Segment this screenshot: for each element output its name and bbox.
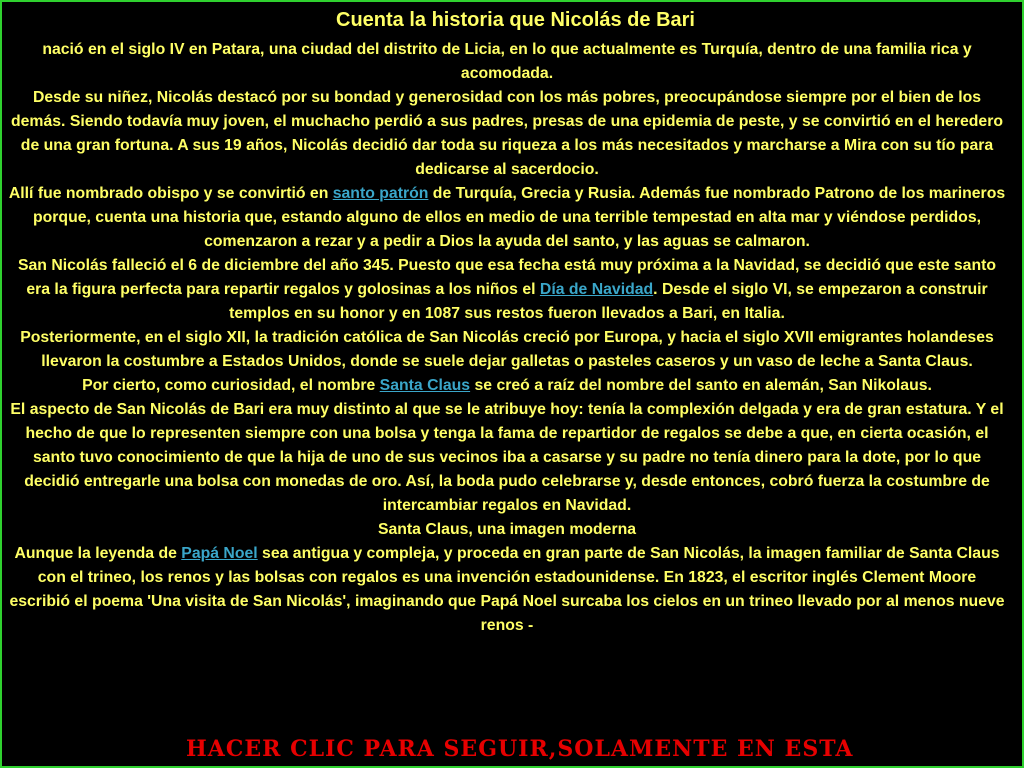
paragraph-appearance: El aspecto de San Nicolás de Bari era muy distinto al que se le atribuye hoy: tenía la complexión delgada y era de gran estatura. Y el hecho de que lo representen siempre con una bolsa y tenga la fama de repartidor de regalos se debe a que, en cierta ocasión, el santo tuvo conocimiento de que la hija de uno de sus vecinos iba a casarse y su padre no tenía dinero para la dote, por lo que decidió entregarle una bolsa con monedas de oro. Así, la boda pudo celebrarse y, desde entonces, cobró fuerza la costumbre de intercambiar regalos en Navidad. bbox=[10, 401, 1004, 514]
page-title: Cuenta la historia que Nicolás de Bari bbox=[336, 9, 695, 31]
link-santa-claus[interactable]: Santa Claus bbox=[379, 377, 471, 394]
link-santo-patron[interactable]: santo patrón bbox=[332, 185, 429, 202]
link-papa-noel[interactable]: Papá Noel bbox=[181, 545, 258, 562]
link-dia-de-navidad[interactable]: Día de Navidad bbox=[539, 281, 654, 298]
paragraph-birth: nació en el siglo IV en Patara, una ciudad del distrito de Licia, en lo que actualmente es Turquía, dentro de una familia rica y acomodada. bbox=[42, 41, 972, 82]
subheading: Santa Claus, una imagen moderna bbox=[377, 521, 637, 538]
paragraph-name: Por cierto, como curiosidad, el nombre Santa Claus se creó a raíz del nombre del santo en alemán, San Nikolaus. bbox=[82, 377, 932, 394]
paragraph-childhood: Desde su niñez, Nicolás destacó por su bondad y generosidad con los más pobres, preocupándose siempre por el bien de los demás. Siendo todavía muy joven, el muchacho perdió a sus padres, presas de una epidemia de peste, y se convirtió en el heredero de una gran fortuna. A sus 19 años, Nicolás decidió dar toda su riqueza a los más necesitados y marcharse a Mira con su tío para dedicarse al sacerdocio. bbox=[10, 89, 1004, 178]
paragraph-tradition: Posteriormente, en el siglo XII, la tradición católica de San Nicolás creció por Europa, y hacia el siglo XVII emigrantes holandeses llevaron la costumbre a Estados Unidos, donde se suele dejar galletas o pasteles caseros y un vaso de leche a Santa Claus. bbox=[20, 329, 994, 370]
paragraph-modern: Aunque la leyenda de Papá Noel sea antigua y compleja, y proceda en gran parte de San Nicolás, la imagen familiar de Santa Claus con el trineo, los renos y las bolsas con regalos es una invención estadounidense. En 1823, el escritor inglés Clement Moore escribió el poema 'Una visita de San Nicolás', imaginando que Papá Noel surcaba los cielos en un trineo llevado por al menos nueve renos - bbox=[9, 545, 1005, 634]
paragraph-bishop: Allí fue nombrado obispo y se convirtió en santo patrón de Turquía, Grecia y Rusia. Además fue nombrado Patrono de los marineros porque, cuenta una historia que, estando alguno de ellos en medio de una terrible tempestad en alta mar y viéndose perdidos, comenzaron a rezar y a pedir a Dios la ayuda del santo, y las aguas se calmaron. bbox=[8, 185, 1006, 250]
click-to-continue-banner[interactable]: HACER CLIC PARA SEGUIR,SOLAMENTE EN ESTA bbox=[186, 736, 854, 762]
story-text bbox=[6, 38, 1008, 638]
paragraph-death: San Nicolás falleció el 6 de diciembre del año 345. Puesto que esa fecha está muy próxima a la Navidad, se decidió que este santo era la figura perfecta para repartir regalos y golosinas a los niños el Día de Navidad. Desde el siglo VI, se empezaron a construir templos en su honor y en 1087 sus restos fueron llevados a Bari, en Italia. bbox=[17, 257, 997, 322]
